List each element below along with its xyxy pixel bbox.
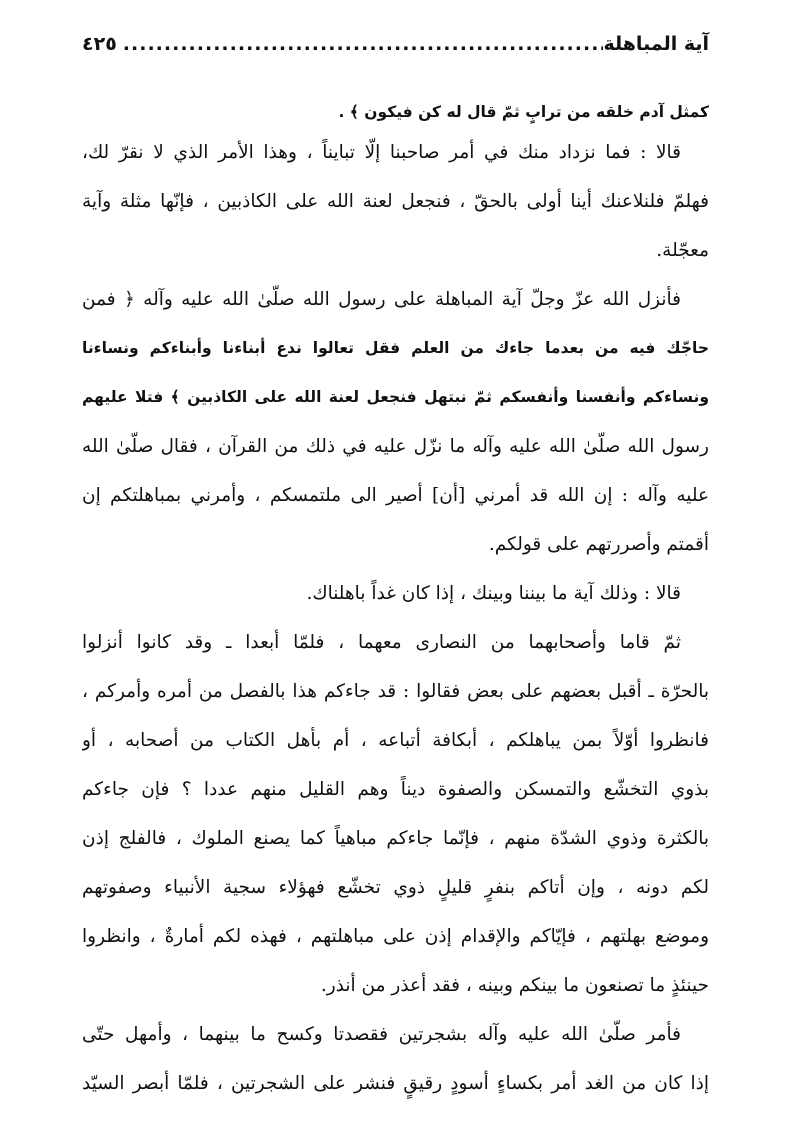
text-line: عليه وآله : إن الله قد أمرني [أن] أصير الى ملتمسكم ، وأمرني بمباهلتكم إن bbox=[82, 485, 709, 506]
text-line: فانظروا أوّلاً بمن يباهلكم ، أبكافة أتباعه ، أم بأهل الكتاب من أصحابه ، أو bbox=[82, 730, 709, 751]
text-line: رسول الله صلّىٰ الله عليه وآله ما نزّل عليه في ذلك من القرآن ، فقال صلّىٰ الله bbox=[82, 436, 709, 457]
text-line: فأنزل الله عزّ وجلّ آية المباهلة على رسول الله صلّىٰ الله عليه وآله ﴿ فمن bbox=[82, 289, 681, 310]
text-line: بالكثرة وذوي الشدّة منهم ، فإنّما جاءكم مباهياً كما يصنع الملوك ، فالفلج إذن bbox=[82, 828, 709, 849]
quran-verse-line: حاجّك فيه من بعدما جاءك من العلم فقل تعالوا ندع أبناءنا وأبناءكم ونساءنا bbox=[82, 339, 709, 357]
page-number: ٤٢٥ bbox=[82, 33, 117, 55]
header-leader-dots bbox=[117, 30, 604, 58]
text-line: قالا : وذلك آية ما بيننا وبينك ، إذا كان غداً باهلناك. bbox=[306, 583, 681, 604]
page bbox=[82, 30, 709, 1108]
text-line: بالحرّة ـ أقبل بعضهم على بعض فقالوا : قد جاءكم هذا بالفصل من أمره وأمركم ، bbox=[82, 681, 709, 702]
quran-verse-line: كمثل آدم خلقه من ترابٍ ثمّ قال له كن فيكون ﴾ . bbox=[338, 103, 709, 121]
page-body bbox=[82, 96, 709, 1108]
text-line: وموضع بهلتهم ، فإيّاكم والإقدام إذن على مباهلتهم ، فهذه لكم أمارةٌ ، وانظروا bbox=[82, 926, 709, 947]
text-line: قالا : فما نزداد منك في أمر صاحبنا إلّا تبايناً ، وهذا الأمر الذي لا نقرّ لك، bbox=[82, 142, 681, 163]
text-line: لكم دونه ، وإن أتاكم بنفرٍ قليلٍ ذوي تخشّع فهؤلاء سجية الأنبياء وصفوتهم bbox=[82, 877, 709, 898]
text-line: ثمّ قاما وأصحابهما من النصارى معهما ، فلمّا أبعدا ـ وقد كانوا أنزلوا bbox=[82, 632, 681, 653]
text-line: فهلمّ فلنلاعنك أينا أولى بالحقّ ، فنجعل لعنة الله على الكاذبين ، فإنّها مثلة وآية bbox=[82, 191, 709, 212]
text-line: بذوي التخشّع والتمسكن والصفوة ديناً وهم القليل منهم عددا ؟ فإن جاءكم bbox=[82, 779, 709, 800]
quran-verse-line: ونساءكم وأنفسنا وأنفسكم ثمّ نبتهل فنجعل لعنة الله على الكاذبين ﴾ فتلا عليهم bbox=[82, 388, 709, 406]
header-title: آية المباهلة bbox=[603, 33, 709, 55]
text-line: إذا كان من الغد أمر بكساءٍ أسودٍ رقيقٍ فنشر على الشجرتين ، فلمّا أبصر السيّد bbox=[82, 1073, 709, 1094]
text-line: أقمتم وأصررتهم على قولكم. bbox=[488, 534, 709, 555]
text-line: حينئذٍ ما تصنعون ما بينكم وبينه ، فقد أعذر من أنذر. bbox=[320, 975, 709, 996]
running-header bbox=[82, 30, 709, 60]
text-line: فأمر صلّىٰ الله عليه وآله بشجرتين فقصدتا وكسح ما بينهما ، وأمهل حتّى bbox=[82, 1024, 681, 1045]
text-line: معجّلة. bbox=[656, 240, 709, 261]
